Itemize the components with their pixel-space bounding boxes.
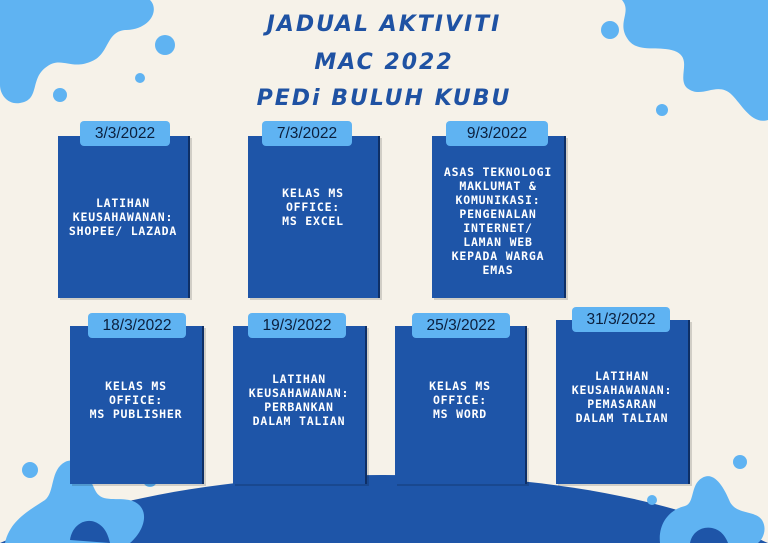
activity-card-3 (432, 136, 566, 298)
activity-description: KELAS MS OFFICE: MS PUBLISHER (89, 379, 183, 421)
activity-date-tag: 25/3/2022 (412, 313, 510, 338)
activity-date-tag: 3/3/2022 (80, 121, 170, 146)
activity-date-tag: 9/3/2022 (446, 121, 548, 146)
activity-card-5 (233, 326, 367, 484)
activity-date-tag: 18/3/2022 (88, 313, 186, 338)
activity-description: ASAS TEKNOLOGI MAKLUMAT & KOMUNIKASI: PENGENALAN INTERNET/ LAMAN WEB KEPADA WARGA EMAS (443, 165, 553, 277)
activity-date-tag: 31/3/2022 (572, 307, 670, 332)
activity-date-tag: 7/3/2022 (262, 121, 352, 146)
activity-card-4 (70, 326, 204, 484)
activity-description: LATIHAN KEUSAHAWANAN: PERBANKAN DALAM TALIAN (248, 372, 350, 428)
activity-description: KELAS MS OFFICE: MS WORD (429, 379, 491, 421)
activity-date-tag: 19/3/2022 (248, 313, 346, 338)
activity-card-2 (248, 136, 380, 298)
page-title-line-1: JADUAL AKTIVITI (266, 12, 502, 37)
activity-card-1 (58, 136, 190, 298)
activity-card-6 (395, 326, 527, 484)
activity-card-7 (556, 320, 690, 484)
page-title-line-2: MAC 2022 (314, 50, 454, 75)
activity-description: LATIHAN KEUSAHAWANAN: SHOPEE/ LAZADA (68, 196, 178, 238)
activity-description: KELAS MS OFFICE: MS EXCEL (282, 186, 344, 228)
activity-description: LATIHAN KEUSAHAWANAN: PEMASARAN DALAM TALIAN (571, 369, 673, 425)
page-title-line-3: PEDi BULUH KUBU (256, 86, 512, 111)
